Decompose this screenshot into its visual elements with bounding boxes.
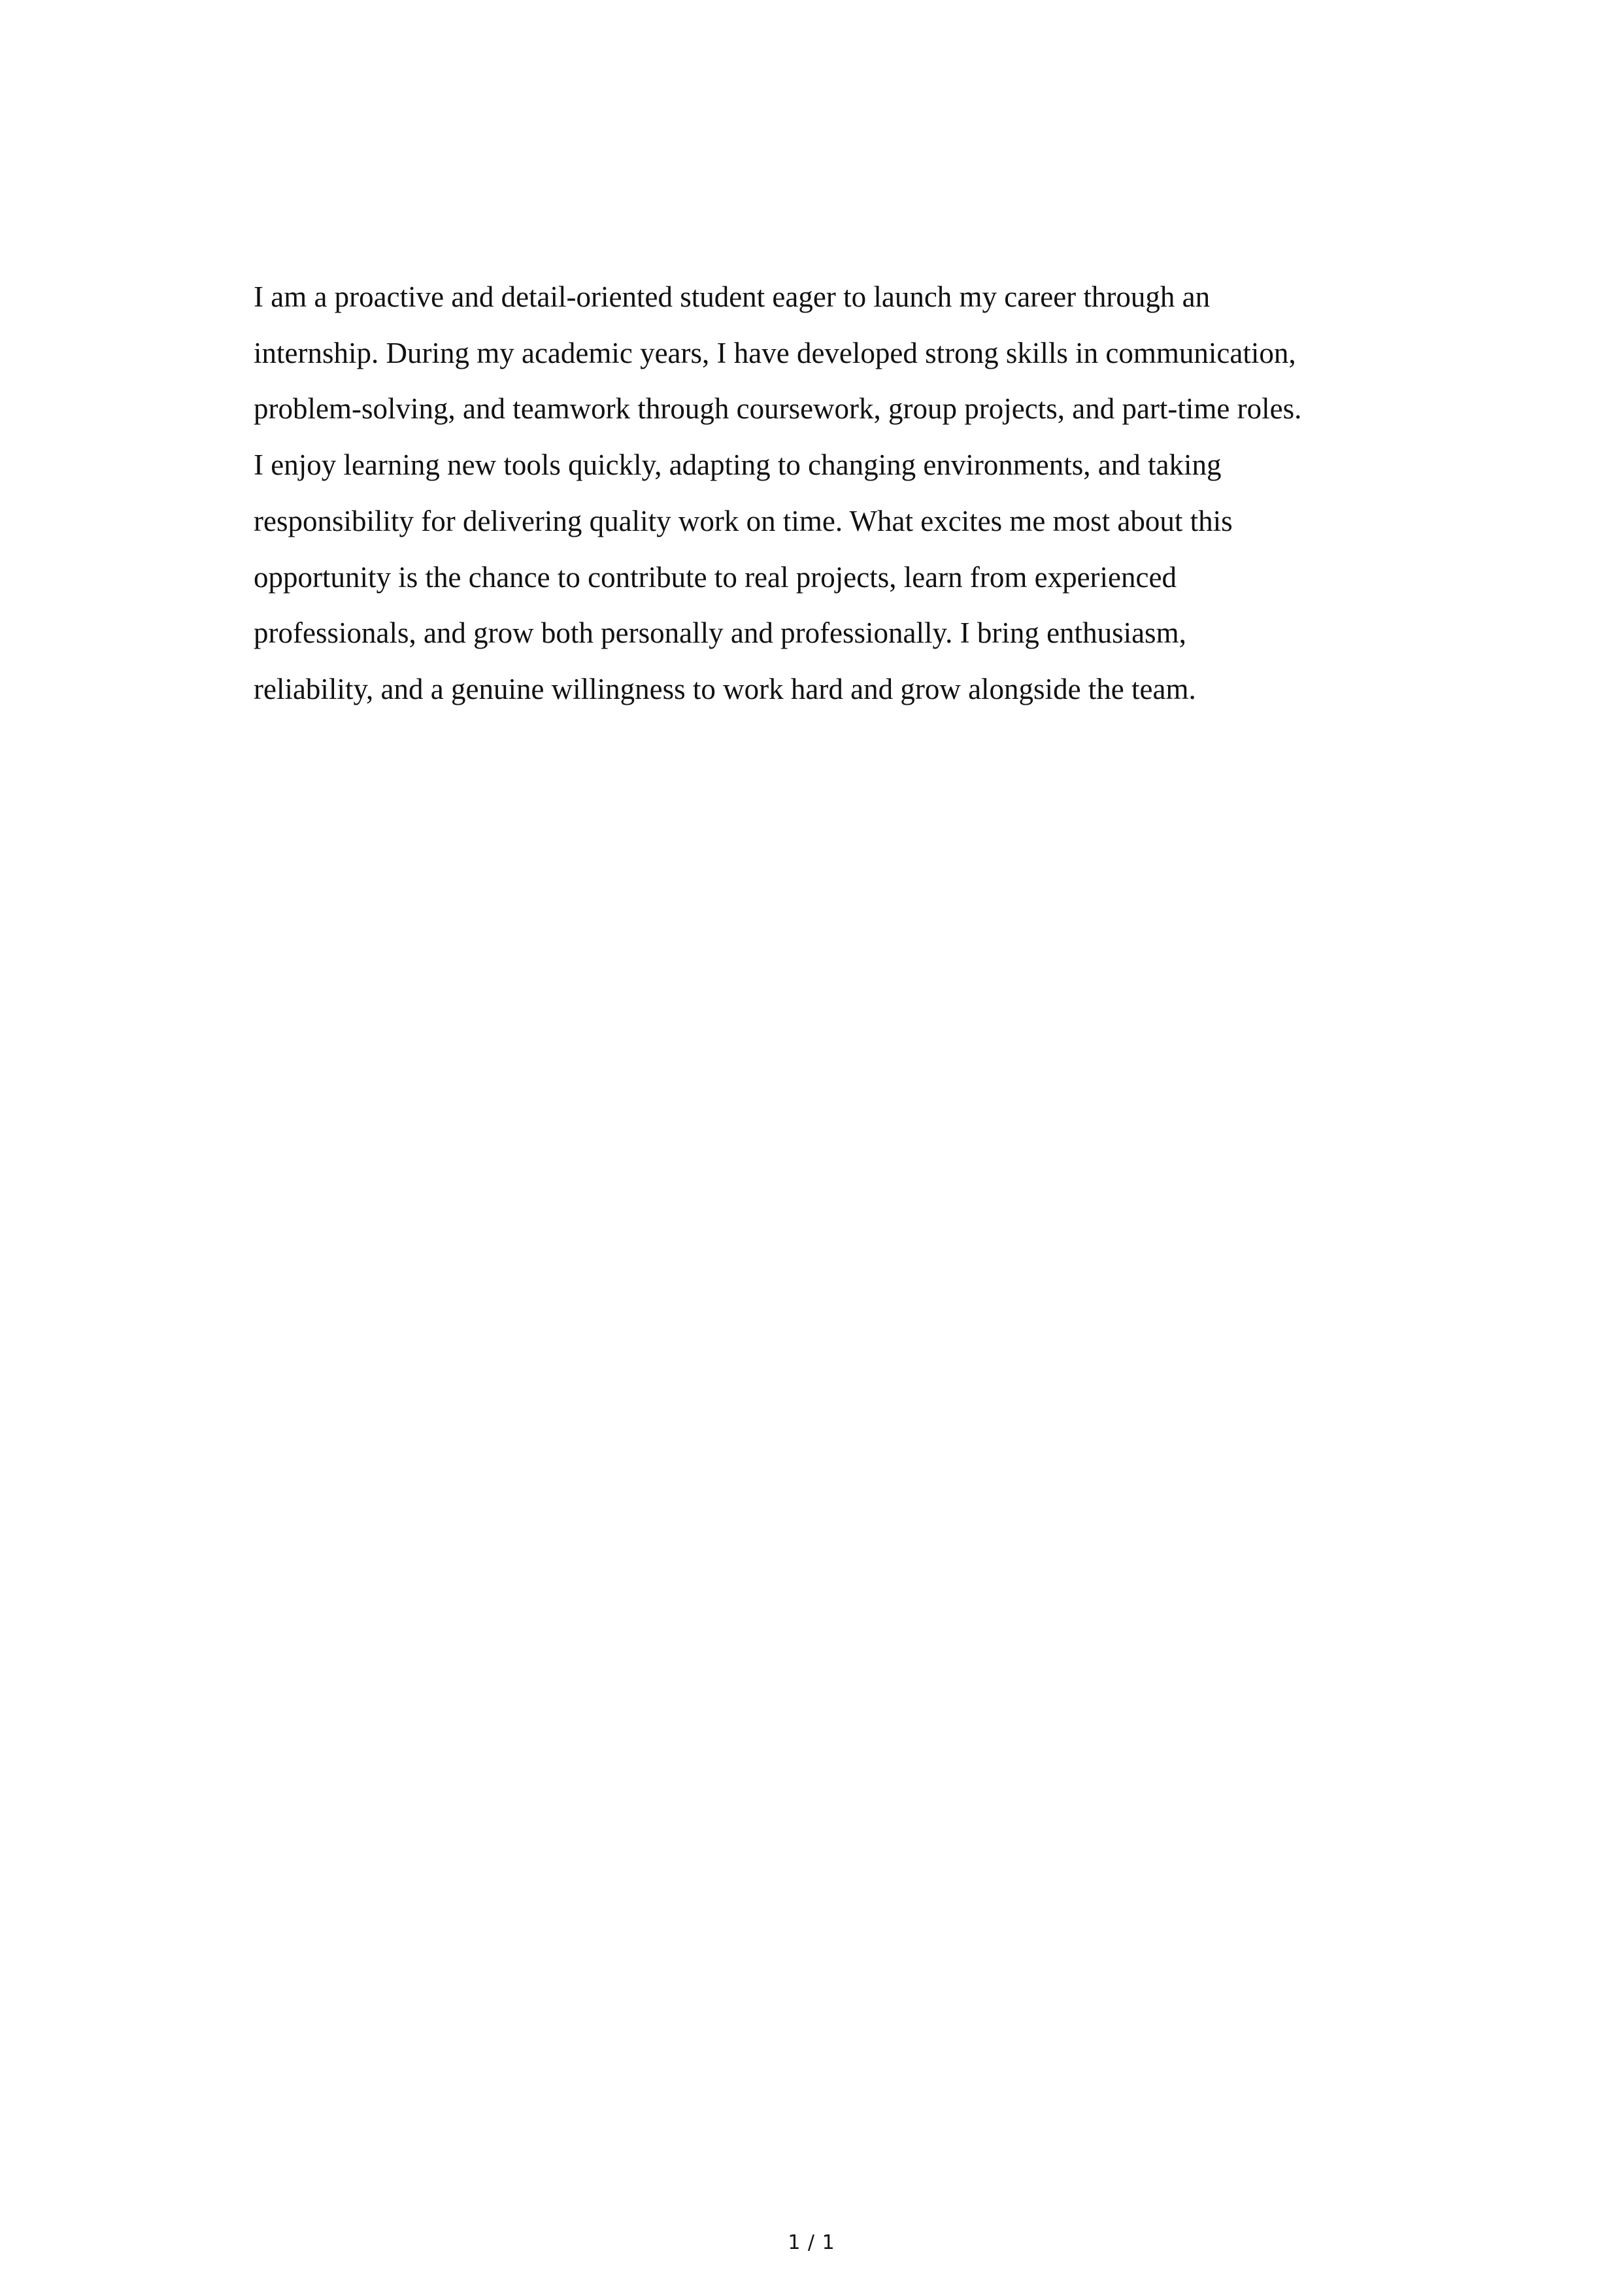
body-paragraph — [254, 269, 1378, 718]
page-number: 1 / 1 — [788, 2231, 835, 2254]
paragraph-line: responsibility for delivering quality work on time. What excites me most about this — [254, 504, 1233, 537]
paragraph-line: professionals, and grow both personally and professionally. I bring enthusiasm, — [254, 616, 1186, 650]
paragraph-line: problem-solving, and teamwork through coursework, group projects, and part-time roles. — [254, 392, 1302, 426]
paragraph-line: I am a proactive and detail-oriented student eager to launch my career through an — [254, 280, 1211, 313]
paragraph-line: internship. During my academic years, I have developed strong skills in communication, — [254, 336, 1296, 369]
paragraph-line: I enjoy learning new tools quickly, adapting to changing environments, and taking — [254, 448, 1222, 482]
paragraph-line: opportunity is the chance to contribute to real projects, learn from experienced — [254, 560, 1177, 594]
paragraph-line: reliability, and a genuine willingness to work hard and grow alongside the team. — [254, 672, 1196, 705]
